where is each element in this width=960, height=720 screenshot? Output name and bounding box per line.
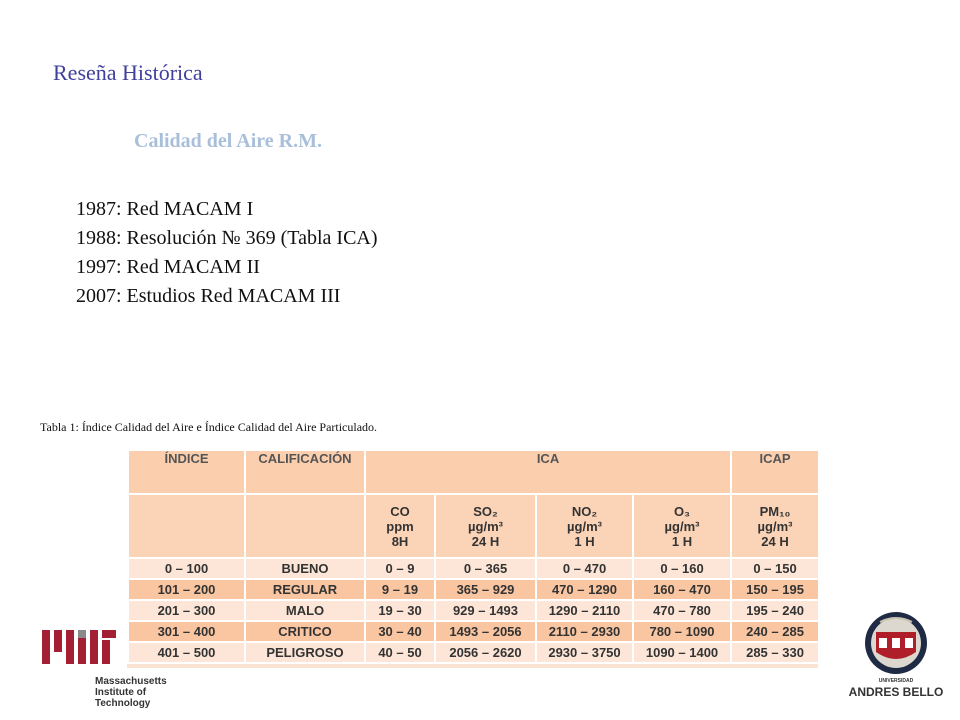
section-subtitle: Calidad del Aire R.M. <box>134 130 322 152</box>
header-indice: ÍNDICE <box>128 450 245 494</box>
header-icap: ICAP <box>731 450 818 494</box>
header-co <box>365 494 435 558</box>
cell-so2: 0 – 365 <box>435 558 536 579</box>
cell-so2: 929 – 1493 <box>435 600 536 621</box>
mit-logo <box>42 626 172 720</box>
pollutant-period: 1 H <box>671 533 693 549</box>
cell-indice: 101 – 200 <box>128 579 245 600</box>
timeline-list <box>76 195 378 311</box>
pollutant-unit: ppm <box>386 518 414 534</box>
cell-o3: 160 – 470 <box>633 579 731 600</box>
timeline-item: 1987: Red MACAM I <box>76 198 254 220</box>
cell-o3: 780 – 1090 <box>633 621 731 642</box>
cell-calificacion: BUENO <box>245 558 365 579</box>
mit-line: Technology <box>95 698 151 709</box>
cell-pm10: 150 – 195 <box>731 579 818 600</box>
unab-small-label: UNIVERSIDAD <box>878 678 914 684</box>
cell-calificacion: PELIGROSO <box>245 642 365 663</box>
table-row <box>128 621 818 642</box>
table-row <box>128 558 818 579</box>
slide-title: Reseña Histórica <box>53 60 203 85</box>
header-o3 <box>633 494 731 558</box>
header-blank <box>245 494 365 558</box>
header-pm10 <box>731 494 818 558</box>
unab-seal-icon <box>848 608 944 678</box>
mit-line: Massachusetts <box>95 676 167 687</box>
cell-pm10: 0 – 150 <box>731 558 818 579</box>
cell-so2: 2056 – 2620 <box>435 642 536 663</box>
pollutant-name: CO <box>390 503 410 519</box>
pollutant-period: 24 H <box>471 533 500 549</box>
pollutant-unit: µg/m³ <box>664 518 700 534</box>
pollutant-name: SO₂ <box>473 503 498 519</box>
cell-so2: 1493 – 2056 <box>435 621 536 642</box>
cell-calificacion: MALO <box>245 600 365 621</box>
cell-indice: 401 – 500 <box>128 642 245 663</box>
table-row <box>128 600 818 621</box>
cell-calificacion: CRITICO <box>245 621 365 642</box>
cell-no2: 0 – 470 <box>536 558 633 579</box>
unab-wordmark: ANDRES BELLO <box>848 685 944 699</box>
cell-o3: 470 – 780 <box>633 600 731 621</box>
cell-co: 0 – 9 <box>365 558 435 579</box>
cell-co: 9 – 19 <box>365 579 435 600</box>
header-calificacion: CALIFICACIÓN <box>245 450 365 494</box>
mit-bars-icon <box>42 626 118 666</box>
cell-pm10: 285 – 330 <box>731 642 818 663</box>
mit-wordmark <box>95 676 167 709</box>
pollutant-name: PM₁₀ <box>759 503 791 519</box>
cell-co: 40 – 50 <box>365 642 435 663</box>
cell-co: 19 – 30 <box>365 600 435 621</box>
table-caption: Tabla 1: Índice Calidad del Aire e Índice Calidad del Aire Particulado. <box>40 420 378 434</box>
cell-so2: 365 – 929 <box>435 579 536 600</box>
cell-no2: 1290 – 2110 <box>536 600 633 621</box>
cell-no2: 2930 – 3750 <box>536 642 633 663</box>
unab-logo <box>848 608 944 703</box>
cell-pm10: 195 – 240 <box>731 600 818 621</box>
timeline-item: 1988: Resolución № 369 (Tabla ICA) <box>76 227 378 249</box>
header-so2 <box>435 494 536 558</box>
cell-indice: 301 – 400 <box>128 621 245 642</box>
pollutant-unit: µg/m³ <box>468 518 503 534</box>
air-quality-table-container <box>127 449 818 668</box>
timeline-item: 1997: Red MACAM II <box>76 256 260 278</box>
air-quality-index-table <box>127 449 818 664</box>
pollutant-unit: µg/m³ <box>757 518 793 534</box>
pollutant-period: 1 H <box>574 533 595 549</box>
pollutant-name: NO₂ <box>571 503 598 519</box>
table-row <box>128 642 818 663</box>
header-no2 <box>536 494 633 558</box>
cell-no2: 2110 – 2930 <box>536 621 633 642</box>
timeline-item: 2007: Estudios Red MACAM III <box>76 285 341 307</box>
pollutant-name: O₃ <box>673 503 691 519</box>
cell-indice: 201 – 300 <box>128 600 245 621</box>
header-blank <box>128 494 245 558</box>
pollutant-unit: µg/m³ <box>567 518 602 534</box>
header-ica: ICA <box>365 450 731 494</box>
table-row <box>128 579 818 600</box>
cell-o3: 1090 – 1400 <box>633 642 731 663</box>
cell-pm10: 240 – 285 <box>731 621 818 642</box>
pollutant-period: 8H <box>391 533 409 549</box>
cell-indice: 0 – 100 <box>128 558 245 579</box>
cell-co: 30 – 40 <box>365 621 435 642</box>
pollutant-period: 24 H <box>761 533 789 549</box>
cell-calificacion: REGULAR <box>245 579 365 600</box>
cell-o3: 0 – 160 <box>633 558 731 579</box>
mit-line: Institute of <box>95 687 147 698</box>
cell-no2: 470 – 1290 <box>536 579 633 600</box>
